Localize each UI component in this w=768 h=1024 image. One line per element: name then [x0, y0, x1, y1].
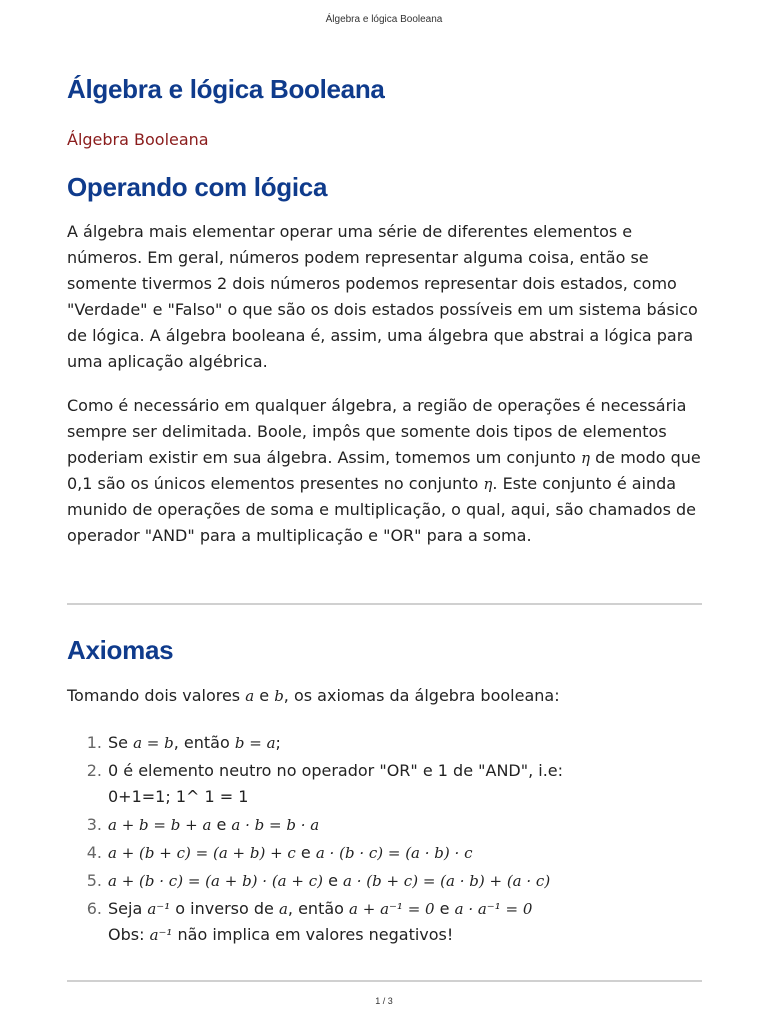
- axiom-text: e: [322, 871, 343, 890]
- intro-text: Tomando dois valores: [67, 686, 246, 705]
- axiom-formula: a + b = b + a: [108, 816, 212, 834]
- document-title: Álgebra e lógica Booleana: [67, 74, 385, 104]
- section-divider: [67, 603, 702, 605]
- paragraph-text: Como é necessário em qualquer álgebra, a região de operações é necessária sempre ser delimitada. Boole, impôs que somente dois tipos de elementos poderiam existir em sua álgebra. Assim, tomemos um conjunto: [67, 396, 687, 467]
- section-heading-axiomas: Axiomas: [67, 635, 174, 665]
- axiom-text: não implica em valores negativos!: [172, 925, 454, 944]
- axiom-text: e: [295, 843, 316, 862]
- paragraph-conjunto: [67, 393, 702, 549]
- axiom-text: ;: [275, 733, 281, 752]
- axiom-formula: a = b: [133, 734, 174, 752]
- axiom-text: Se: [108, 733, 134, 752]
- axiom-text: , então: [287, 899, 350, 918]
- axioms-list: [67, 730, 702, 950]
- axiom-formula: a · (b · c) = (a · b) · c: [315, 844, 473, 862]
- page-header-title: Álgebra e lógica Booleana: [325, 14, 443, 25]
- axiom-text: o inverso de: [170, 899, 279, 918]
- axiom-text: , então: [173, 733, 235, 752]
- axiom-item: [67, 868, 702, 894]
- axiom-text: e: [211, 815, 232, 834]
- axiom-formula: a⁻¹: [149, 926, 173, 944]
- eta-symbol: η: [483, 475, 493, 493]
- paragraph-text: . Este conjunto é ainda munido de operações de soma e multiplicação, o qual, aqui, são chamados de operador "AND" para a multiplicação e "OR" para a soma.: [67, 474, 696, 545]
- page-number: 1 / 3: [375, 996, 393, 1006]
- axiom-item: [67, 758, 702, 810]
- axiom-formula: a⁻¹: [147, 900, 171, 918]
- axiom-number: 5.: [86, 871, 102, 890]
- var-b: b: [274, 687, 284, 705]
- axiom-number: 2.: [86, 761, 102, 780]
- axiom-number: 4.: [86, 843, 102, 862]
- axiom-text: 0+1=1; 1^ 1 = 1: [108, 787, 249, 806]
- paragraph-intro: A álgebra mais elementar operar uma série de diferentes elementos e números. Em geral, números podem representar alguma coisa, então se somente tivermos 2 dois números podemos representar dois estados, como "Verdade" e "Falso" o que são os dois estados possíveis em um sistema básico de lógica. A álgebra booleana é, assim, uma álgebra que abstrai a lógica para uma aplicação algébrica.: [67, 222, 698, 371]
- eta-symbol: η: [581, 449, 591, 467]
- axiom-item: [67, 730, 702, 756]
- intro-text: e: [254, 686, 275, 705]
- axiom-number: 6.: [86, 899, 102, 918]
- axiom-formula: a: [278, 900, 288, 918]
- paragraph-text: de modo que 0,1 são os únicos elementos presentes no conjunto: [67, 448, 701, 493]
- axiom-formula: a · b = b · a: [231, 816, 320, 834]
- axiom-formula: a + a⁻¹ = 0: [349, 900, 435, 918]
- axioms-intro: [67, 683, 702, 709]
- axiom-formula: b = a: [234, 734, 276, 752]
- axiom-text: e: [434, 899, 455, 918]
- bottom-divider: [67, 980, 702, 982]
- axiom-formula: a + (b · c) = (a + b) · (a + c): [108, 872, 323, 890]
- section-heading-operando: Operando com lógica: [67, 172, 328, 202]
- axiom-number: 3.: [86, 815, 102, 834]
- axiom-formula: a + (b + c) = (a + b) + c: [108, 844, 296, 862]
- axiom-item: [67, 840, 702, 866]
- axiom-formula: a · a⁻¹ = 0: [454, 900, 533, 918]
- axiom-number: 1.: [86, 733, 102, 752]
- axiom-item: [67, 896, 702, 948]
- axiom-formula: a · (b + c) = (a · b) + (a · c): [343, 872, 551, 890]
- axiom-text: 0 é elemento neutro no operador "OR" e 1 de "AND", i.e:: [108, 761, 564, 780]
- axiom-text: Seja: [108, 899, 148, 918]
- axiom-item: [67, 812, 702, 838]
- axiom-text: Obs:: [108, 925, 150, 944]
- intro-text: , os axiomas da álgebra booleana:: [283, 686, 560, 705]
- document-subtitle: Álgebra Booleana: [67, 130, 209, 149]
- var-a: a: [245, 687, 255, 705]
